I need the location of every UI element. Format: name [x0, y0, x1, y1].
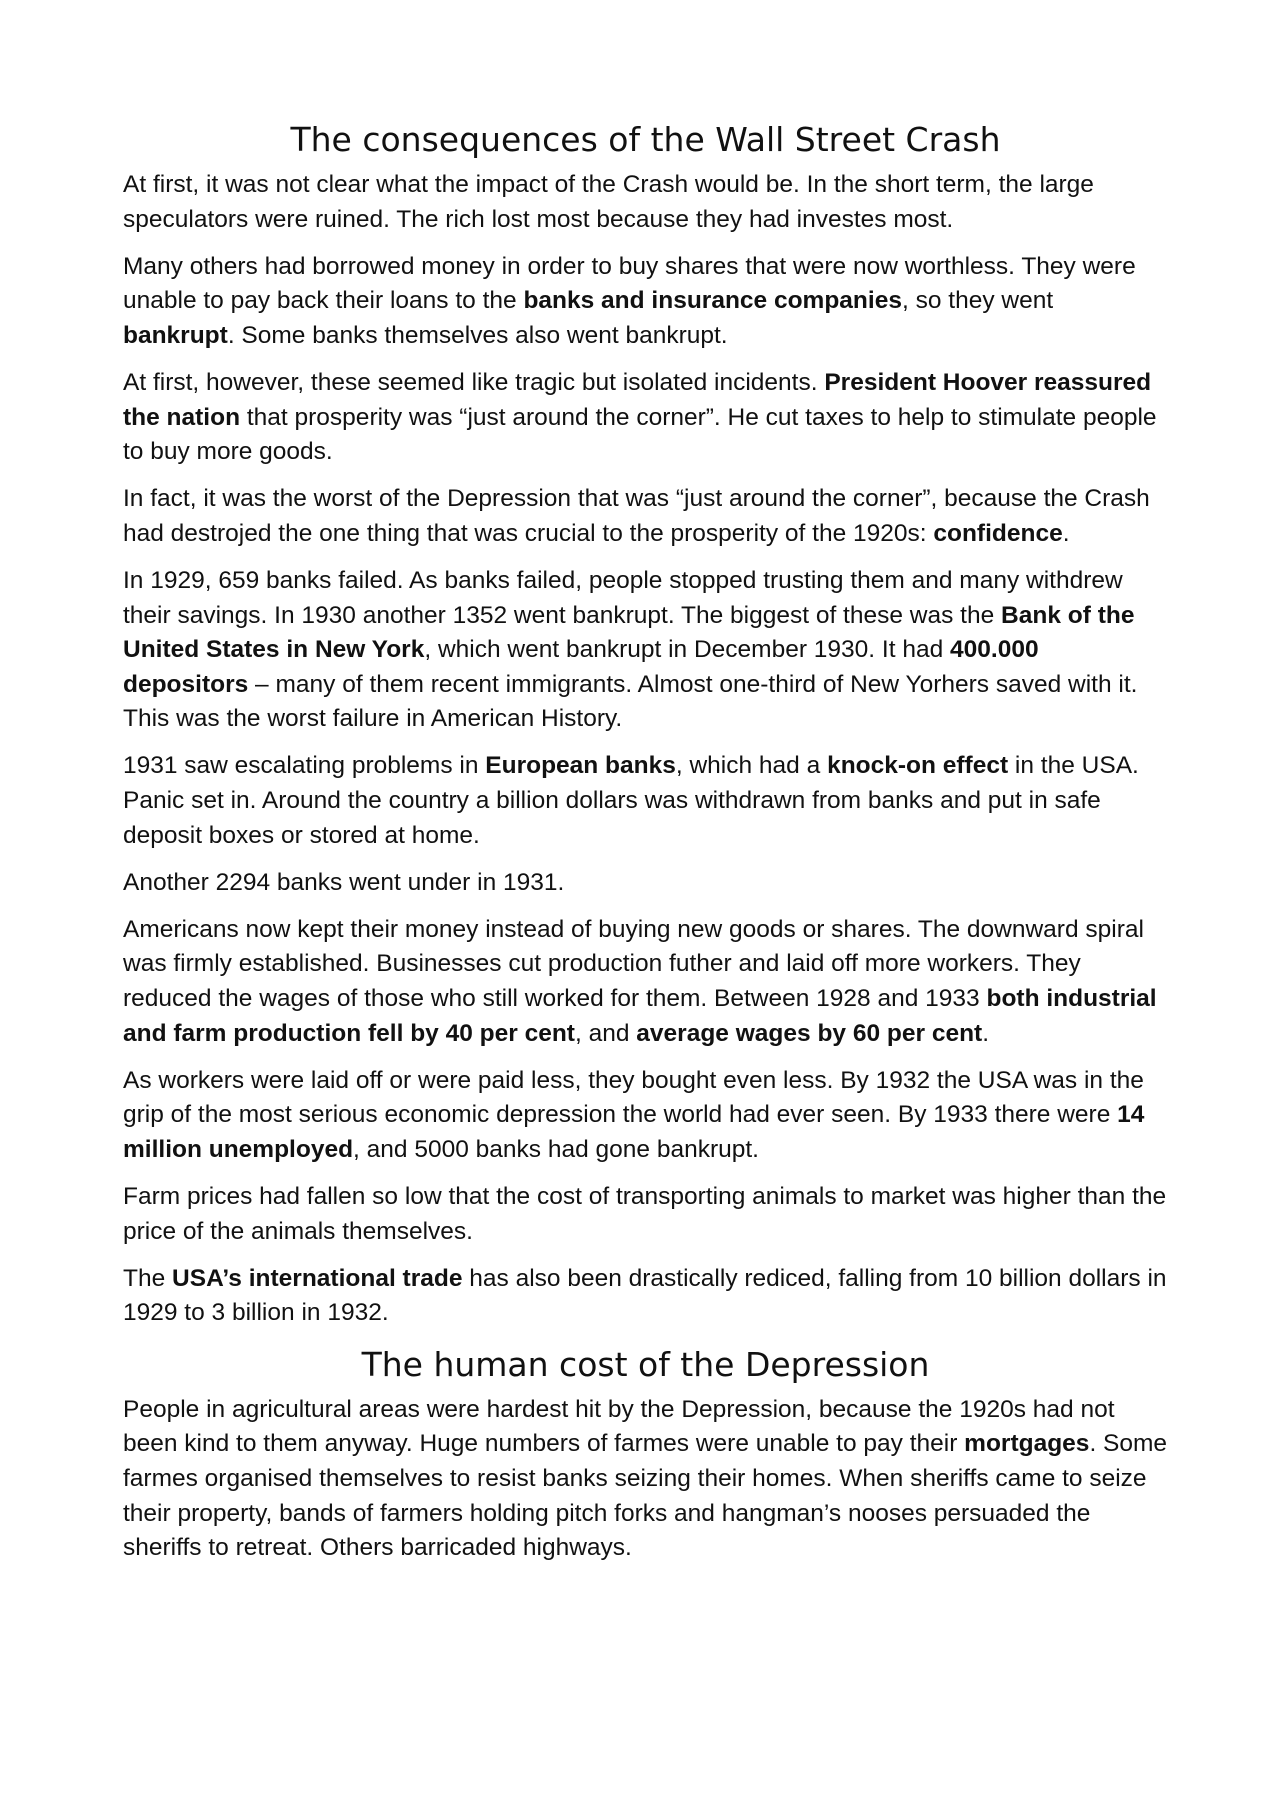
bold-text: European banks — [485, 752, 676, 780]
paragraph — [123, 866, 1168, 901]
text-segment: In 1929, 659 banks failed. As banks failed, people stopped trusting them and many withdrew their savings. In 1930 another 1352 went bankrupt. The biggest of these was the — [123, 566, 1123, 629]
bold-text: knock-on effect — [827, 752, 1009, 780]
paragraph — [123, 168, 1168, 237]
text-segment: The — [123, 1264, 173, 1292]
text-segment: , which went bankrupt in December 1930. It had — [424, 636, 951, 664]
paragraph — [123, 1393, 1168, 1566]
text-segment: 1931 saw escalating problems in — [123, 752, 486, 780]
text-segment: Farm prices had fallen so low that the cost of transporting animals to market was higher than the price of the animals themselves. — [123, 1182, 1167, 1245]
text-segment: has also been drastically rediced, falling from 10 billion dollars in 1929 to 3 billion in 1932. — [123, 1264, 1167, 1327]
text-segment: , and — [574, 1019, 637, 1047]
text-segment: People in agricultural areas were hardest hit by the Depression, because the 1920s had not been kind to them anyway. Huge numbers of farmes were unable to pay their — [123, 1395, 1115, 1458]
paragraph — [123, 1180, 1168, 1249]
text-segment: . Some farmes organised themselves to resist banks seizing their homes. When sheriffs came to seize their property, bands of farmers holding pitch forks and hangman’s nooses persuaded the sheriffs to retreat. Others barricaded highways. — [123, 1430, 1168, 1562]
paragraph — [123, 250, 1168, 354]
bold-text: 14 million unemployed — [123, 1101, 1145, 1163]
text-segment: , so they went — [901, 287, 1054, 315]
bold-text: President Hoover reassured the nation — [123, 368, 1152, 431]
text-segment: – many of them recent immigrants. Almost one-third of New Yorhers saved with it. This was the worst failure in American History. — [123, 670, 1138, 733]
text-segment: In fact, it was the worst of the Depression that was “just around the corner”, because the Crash had destrojed the one thing that was crucial to the prosperity of the 1920s: — [123, 485, 1150, 547]
bold-text: bankrupt — [123, 321, 228, 349]
bold-text: 400.000 depositors — [123, 636, 1039, 698]
paragraph — [123, 482, 1168, 551]
text-segment: At first, it was not clear what the impact of the Crash would be. In the short term, the large speculators were ruined. The rich lost most because they had investes most. — [123, 171, 1094, 233]
section-human-cost — [123, 1393, 1168, 1566]
text-segment: Another 2294 banks went under in 1931. — [123, 868, 565, 896]
paragraph — [123, 564, 1168, 737]
paragraph — [123, 1064, 1168, 1168]
text-segment: . Some banks themselves also went bankrupt. — [227, 321, 728, 349]
heading-wall-street-crash: The consequences of the Wall Street Crash — [290, 120, 1001, 159]
text-segment: , and 5000 banks had gone bankrupt. — [353, 1135, 759, 1163]
paragraph — [123, 1262, 1168, 1331]
text-segment: Americans now kept their money instead of buying new goods or shares. The downward spiral was firmly established. Businesses cut production futher and laid off more workers. They reduced the wages of those who still worked for them. Between 1928 and 1933 — [123, 915, 1144, 1012]
bold-text: mortgages — [964, 1430, 1090, 1458]
section-consequences — [123, 168, 1168, 1331]
paragraph — [123, 749, 1168, 853]
bold-text: average wages by 60 per cent — [636, 1019, 983, 1047]
paragraph — [123, 913, 1168, 1051]
text-segment: At first, however, these seemed like tragic but isolated incidents. — [123, 368, 825, 396]
bold-text: Bank of the United States in New York — [123, 601, 1135, 664]
paragraph — [123, 366, 1168, 470]
text-segment: . — [1062, 519, 1070, 547]
text-segment: , which had a — [675, 752, 828, 780]
text-segment: As workers were laid off or were paid less, they bought even less. By 1932 the USA was in the grip of the most serious economic depression the world had ever seen. By 1933 there were — [123, 1066, 1144, 1129]
heading-human-cost: The human cost of the Depression — [361, 1344, 930, 1384]
text-segment: Many others had borrowed money in order to buy shares that were now worthless. They were unable to pay back their loans to the — [123, 252, 1136, 315]
bold-text: USA’s international trade — [172, 1264, 463, 1292]
text-segment: in the USA. Panic set in. Around the country a billion dollars was withdrawn from banks and put in safe deposit boxes or stored at home. — [123, 752, 1139, 849]
bold-text: both industrial and farm production fell by 40 per cent — [123, 984, 1157, 1047]
text-segment: that prosperity was “just around the corner”. He cut taxes to help to stimulate people to buy more goods. — [123, 403, 1157, 466]
text-segment: . — [982, 1019, 990, 1047]
bold-text: confidence — [933, 519, 1063, 547]
bold-text: banks and insurance companies — [523, 287, 902, 315]
document-page — [123, 120, 1168, 1578]
